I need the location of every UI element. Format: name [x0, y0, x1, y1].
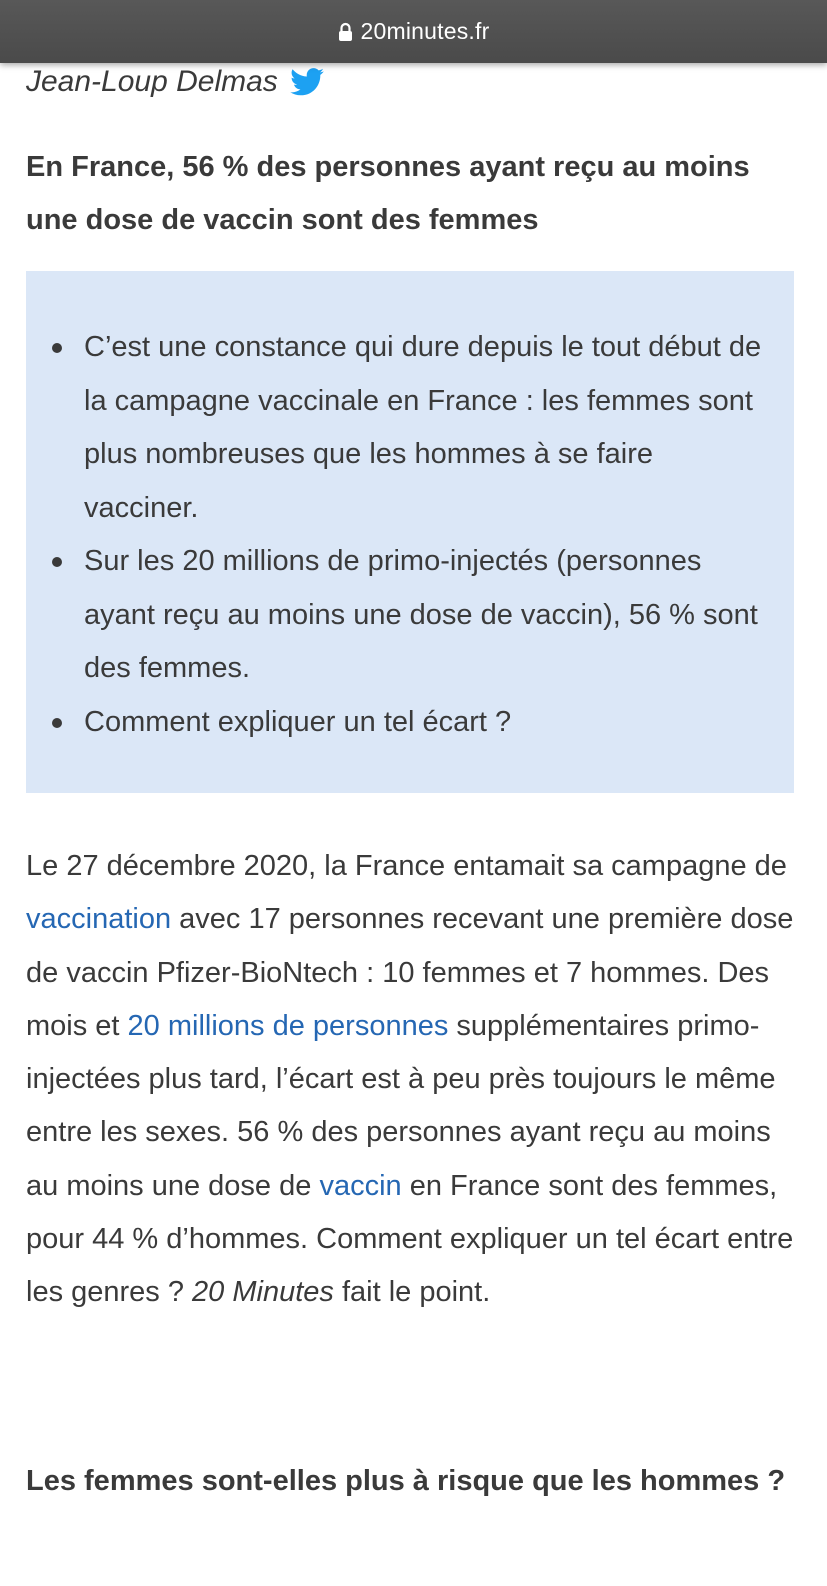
summary-item-text: Comment expliquer un tel écart ? — [84, 705, 512, 738]
article-summary-box — [26, 271, 794, 793]
publication-name: 20 Minutes — [192, 1276, 334, 1309]
paragraph-text: en France sont des femmes, pour 44 % d’hommes. Comment expliquer un tel écart entre les genres ? — [26, 1169, 794, 1309]
article-author — [26, 65, 324, 99]
summary-item — [52, 535, 772, 696]
article-paragraph — [26, 840, 802, 1320]
paragraph-text: fait le point. — [333, 1276, 491, 1309]
link-20-millions[interactable]: 20 millions de personnes — [127, 1009, 449, 1042]
paragraph-text: supplémentaires primo-injectées plus tard, l’écart est à peu près toujours le même entre les sexes. 56 % des personnes ayant reçu au moins au moins une dose de — [26, 1009, 776, 1202]
summary-item — [52, 321, 772, 535]
bullet-icon — [52, 343, 62, 353]
link-vaccin[interactable]: vaccin — [319, 1169, 402, 1202]
paragraph-text: avec 17 personnes recevant une première dose de vaccin Pfizer-BioNtech : 10 femmes et 7 hommes. Des mois et — [26, 903, 794, 1042]
link-vaccination[interactable]: vaccination — [26, 903, 172, 936]
summary-list — [52, 321, 772, 749]
author-name[interactable]: Jean-Loup Delmas — [26, 65, 278, 98]
summary-item-text: C’est une constance qui dure depuis le tout début de la campagne vaccinale en France : les femmes sont plus nombreuses que les hommes à se faire vacciner. — [84, 331, 762, 524]
lock-icon — [338, 22, 353, 42]
browser-url-bar[interactable] — [0, 0, 827, 63]
article-subheading: Les femmes sont-elles plus à risque que les hommes ? — [26, 1465, 786, 1497]
twitter-icon[interactable] — [290, 68, 324, 96]
bullet-icon — [52, 557, 62, 567]
summary-item-text: Sur les 20 millions de primo-injectés (personnes ayant reçu au moins une dose de vaccin), 56 % sont des femmes. — [84, 545, 758, 684]
article-headline: En France, 56 % des personnes ayant reçu au moins une dose de vaccin sont des femmes — [26, 151, 750, 236]
url-domain[interactable]: 20minutes.fr — [360, 18, 490, 44]
summary-item — [52, 696, 772, 750]
paragraph-text: Le 27 décembre 2020, la France entamait sa campagne de — [26, 850, 787, 882]
bullet-icon — [52, 718, 62, 728]
